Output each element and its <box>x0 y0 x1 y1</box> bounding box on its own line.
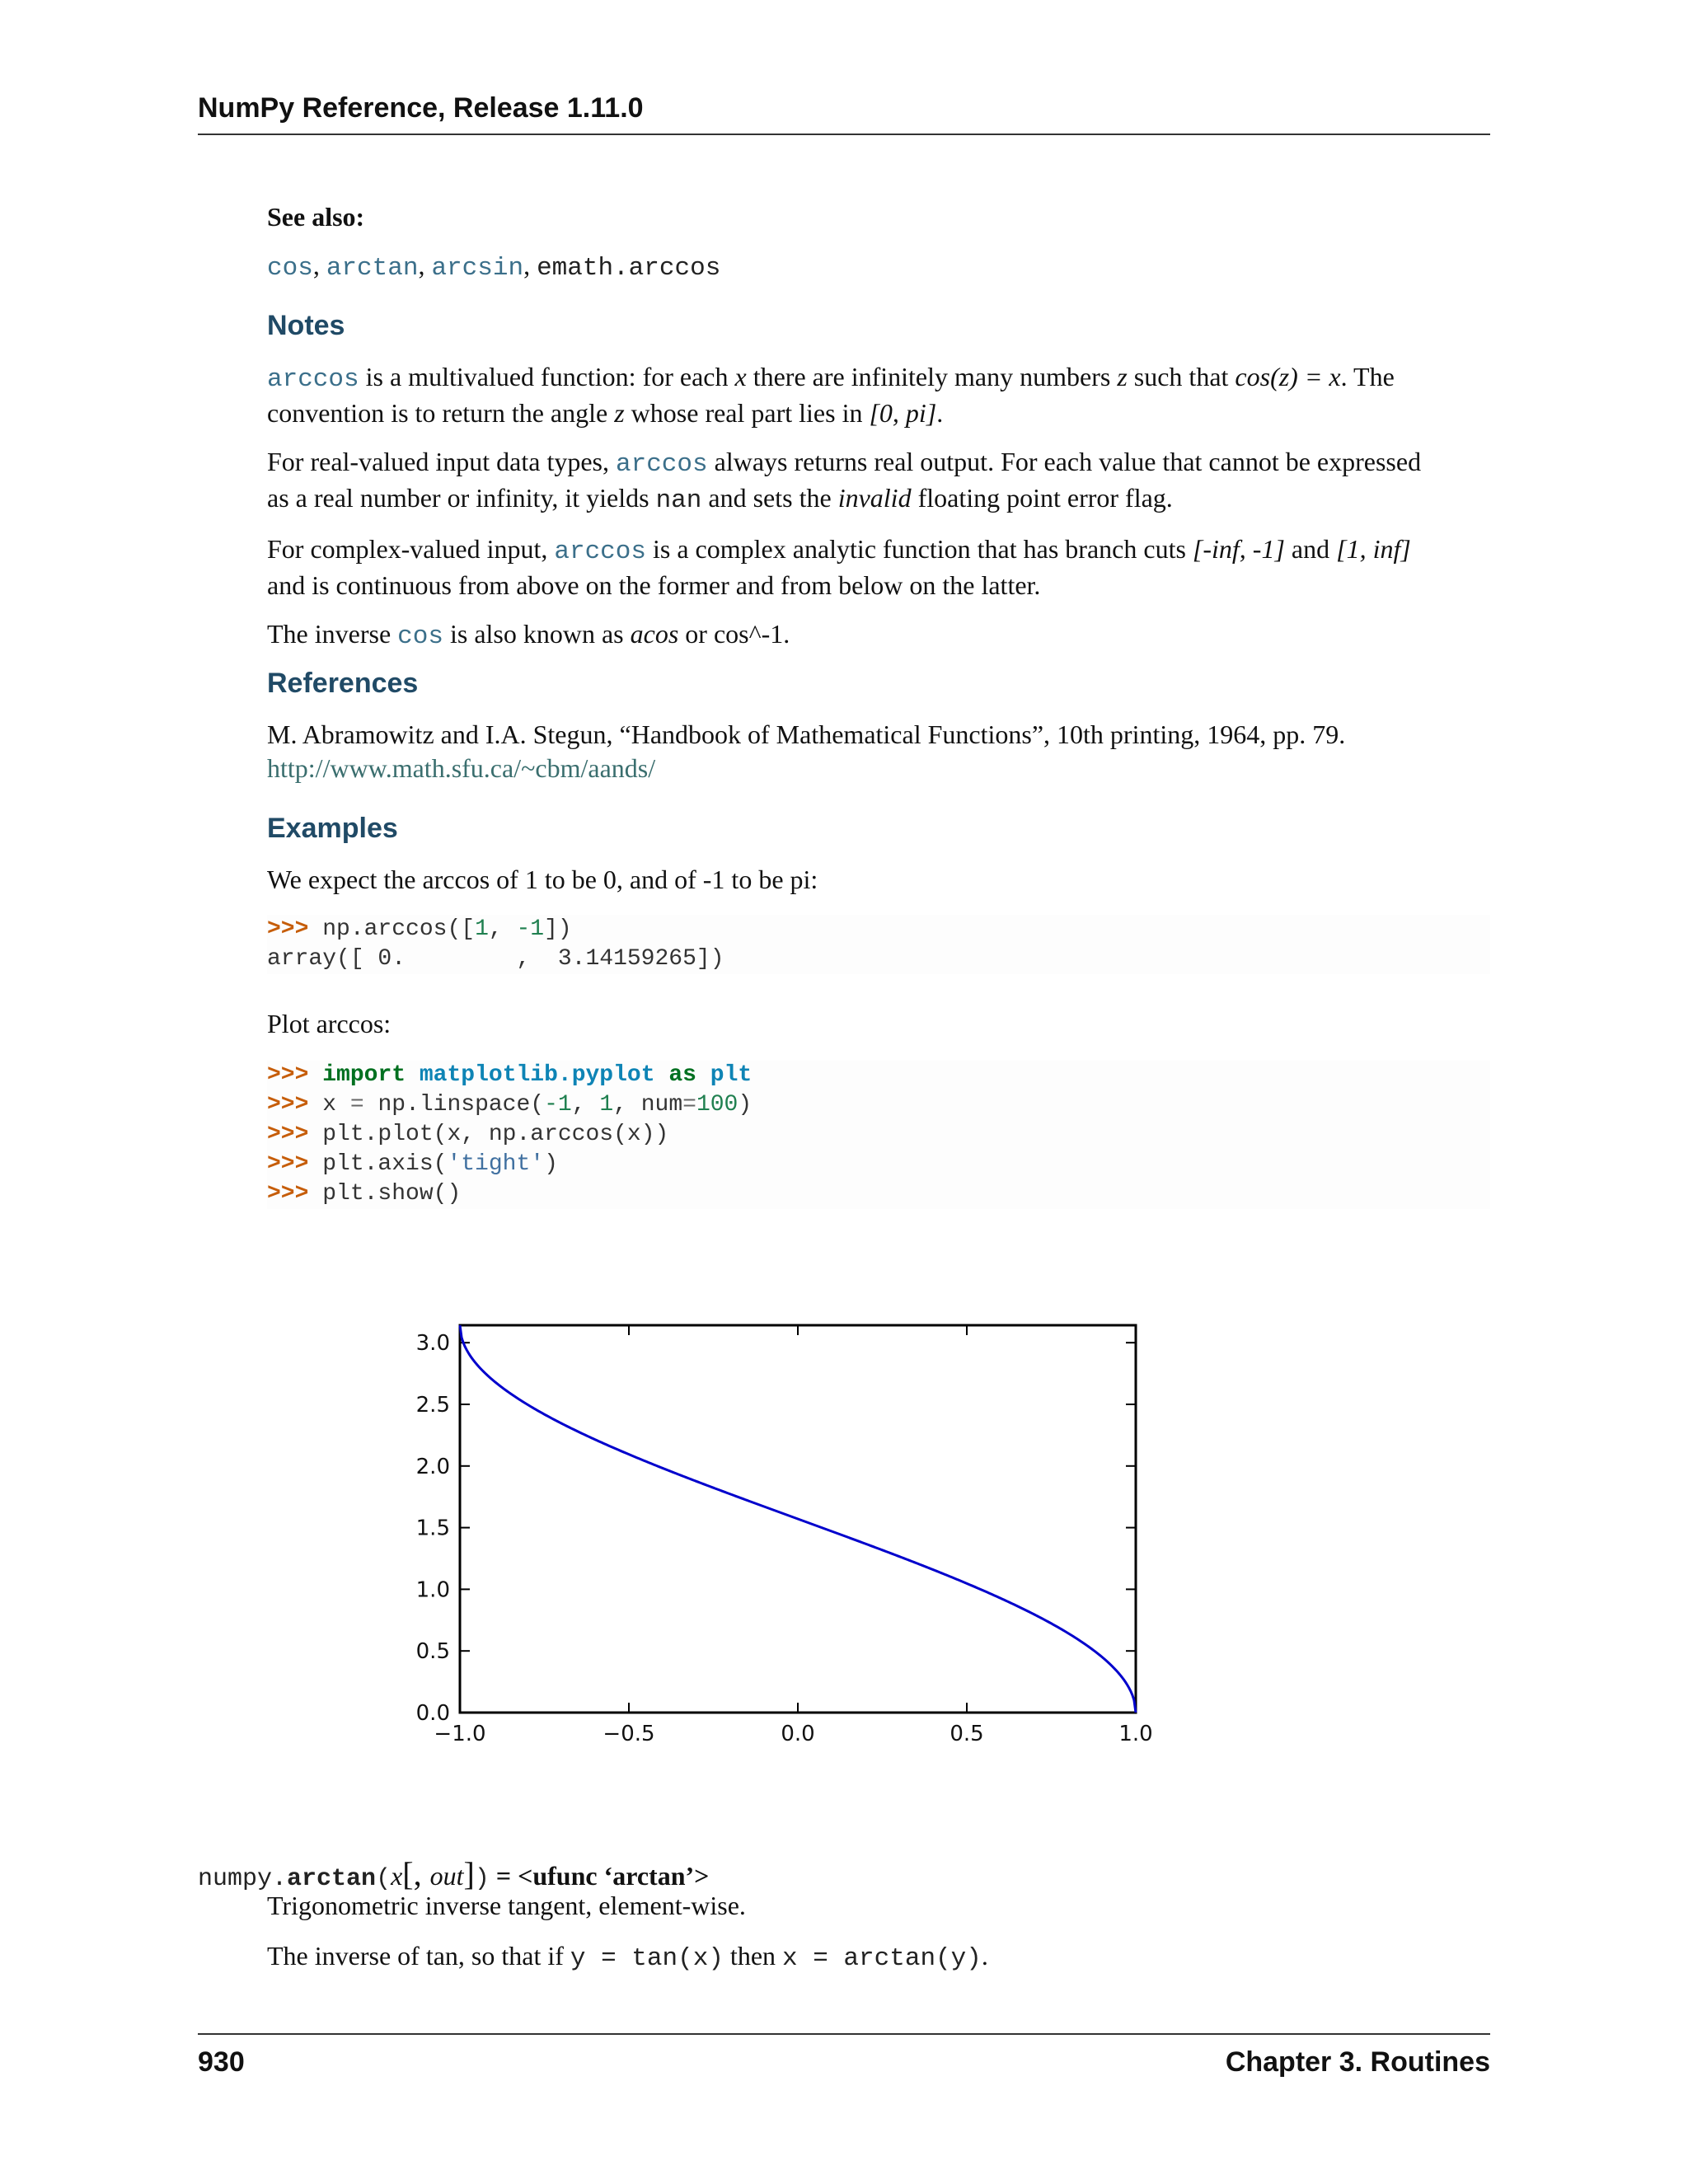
see-also-link-cos[interactable]: cos <box>267 254 313 283</box>
text: or cos^-1. <box>678 619 790 649</box>
text: there are infinitely many numbers <box>746 362 1118 391</box>
arctan-description <box>267 1889 1490 1975</box>
text: convention is to return the angle <box>267 398 615 428</box>
chapter-label: Chapter 3. Routines <box>1225 2046 1490 2078</box>
text: . The <box>1340 362 1395 391</box>
code-text: plt.plot(x, np.arccos(x)) <box>308 1122 669 1147</box>
sig-paren: ) <box>474 1865 490 1893</box>
text: For complex-valued input, <box>267 534 555 564</box>
prompt: >>> <box>267 1092 309 1118</box>
y-tick-label: 0.5 <box>415 1639 450 1665</box>
page-number: 930 <box>198 2046 245 2078</box>
code-keyword: import <box>322 1062 406 1088</box>
code-text: , <box>571 1092 600 1118</box>
notes-heading: Notes <box>267 310 345 341</box>
prompt: >>> <box>267 1122 309 1147</box>
code-number: -1 <box>516 916 545 942</box>
x-tick-label: −0.5 <box>603 1722 655 1746</box>
text: such that <box>1127 362 1236 391</box>
code-text: x <box>308 1092 350 1118</box>
invalid-term: invalid <box>837 483 912 513</box>
code-text: ]) <box>544 916 572 942</box>
code-text: np.arccos([ <box>308 916 476 942</box>
arccos-link[interactable]: arccos <box>615 450 708 479</box>
code-text: ) <box>544 1151 558 1177</box>
text: whose real part lies in <box>624 398 870 428</box>
code-inline: y = tan(x) <box>570 1944 724 1973</box>
code-block-2 <box>267 1061 1490 1209</box>
reference-entry <box>267 718 1490 785</box>
arctan-desc: Trigonometric inverse tangent, element-wise. <box>267 1891 746 1920</box>
references-section <box>267 668 1490 785</box>
code-module: plt <box>710 1062 753 1088</box>
y-tick-label: 0.0 <box>415 1701 450 1726</box>
header-title: NumPy Reference, Release 1.11.0 <box>198 92 644 124</box>
arctan-signature <box>198 1854 1490 1893</box>
examples-intro: We expect the arccos of 1 to be 0, and of -1 to be pi: <box>267 865 818 894</box>
text: The inverse of tan, so that if <box>267 1941 570 1971</box>
arccos-plot <box>387 1302 1179 1764</box>
y-tick-label: 2.5 <box>415 1392 450 1418</box>
text: For real-valued input data types, <box>267 447 616 476</box>
code-text: , <box>488 916 517 942</box>
code-operator: = <box>349 1092 364 1118</box>
page-header <box>198 92 1490 135</box>
sig-param-out: out <box>429 1861 464 1891</box>
sig-bracket: [, <box>402 1855 430 1892</box>
x-tick-label: 1.0 <box>1118 1722 1153 1746</box>
math-z: z <box>1117 362 1128 391</box>
prompt: >>> <box>267 1181 309 1207</box>
code-text: plt.show() <box>308 1181 462 1207</box>
text: . <box>936 398 944 428</box>
examples-section <box>267 813 1490 897</box>
code-number: 100 <box>696 1092 738 1118</box>
acos-term: acos <box>630 619 679 649</box>
code-number: -1 <box>544 1092 572 1118</box>
code-block-1 <box>267 915 1490 974</box>
y-tick-label: 2.0 <box>415 1454 450 1479</box>
notes-paragraph-4 <box>267 617 1490 654</box>
see-also-link-arcsin[interactable]: arcsin <box>431 254 524 283</box>
code-text: , num <box>613 1092 683 1118</box>
math-range: [0, pi] <box>869 398 937 428</box>
see-also-emath-arccos: emath.arccos <box>537 254 721 283</box>
prompt: >>> <box>267 916 309 942</box>
text: is a multivalued function: for each <box>359 362 735 391</box>
see-also-label: See also: <box>267 202 365 232</box>
notes-section <box>267 310 1490 654</box>
reference-url-link[interactable]: http://www.math.sfu.ca/~cbm/aands/ <box>267 753 656 783</box>
text: then <box>723 1941 783 1971</box>
x-tick-label: 0.0 <box>781 1722 815 1746</box>
references-heading: References <box>267 668 419 699</box>
arccos-link[interactable]: arccos <box>267 365 359 394</box>
y-tick-label: 1.0 <box>415 1577 450 1603</box>
branch-cut-2: [1, inf] <box>1336 534 1411 564</box>
notes-paragraph-2 <box>267 445 1490 518</box>
text: always returns real output. For each value that cannot be expressed <box>707 447 1422 476</box>
branch-cut-1: [-inf, -1] <box>1192 534 1285 564</box>
math-eq: cos(z) = x <box>1235 362 1341 391</box>
arctan-inverse-note <box>267 1939 1490 1975</box>
sig-ufunc: = <ufunc ‘arctan’> <box>489 1861 710 1891</box>
code-inline: x = arctan(y) <box>782 1944 982 1973</box>
code-operator: = <box>682 1092 696 1118</box>
code-string: 'tight' <box>447 1151 545 1177</box>
text: floating point error flag. <box>911 483 1173 513</box>
code-text: plt.axis( <box>308 1151 448 1177</box>
x-tick-label: −1.0 <box>434 1722 486 1746</box>
code-number: 1 <box>475 916 489 942</box>
reference-text: M. Abramowitz and I.A. Stegun, “Handbook of Mathematical Functions”, 10th printing, 1964, pp. 79. <box>267 719 1346 749</box>
text: is a complex analytic function that has branch cuts <box>646 534 1193 564</box>
notes-paragraph-1 <box>267 360 1490 430</box>
page-footer <box>198 2033 1490 2084</box>
see-also-list: cos, arctan, arcsin, emath.arccos <box>267 251 721 283</box>
prompt: >>> <box>267 1151 309 1177</box>
arccos-link[interactable]: arccos <box>554 537 646 566</box>
sig-paren: ( <box>376 1865 392 1893</box>
plot-intro <box>267 1007 1490 1041</box>
prompt: >>> <box>267 1062 309 1088</box>
code-output: array([ 0. , 3.14159265]) <box>267 946 724 972</box>
see-also-section <box>267 200 1490 285</box>
text: and <box>1284 534 1337 564</box>
sig-name: arctan <box>287 1865 377 1893</box>
y-tick-label: 3.0 <box>415 1331 450 1357</box>
text: as a real number or infinity, it yields <box>267 483 656 513</box>
x-tick-label: 0.5 <box>950 1722 984 1746</box>
sig-bracket: ] <box>463 1855 475 1892</box>
notes-paragraph-3 <box>267 532 1490 602</box>
text: and is continuous from above on the former and from below on the latter. <box>267 570 1041 600</box>
examples-heading: Examples <box>267 813 398 844</box>
text: is also known as <box>443 619 631 649</box>
code-keyword: as <box>668 1062 696 1088</box>
code-module: matplotlib.pyplot <box>419 1062 655 1088</box>
y-tick-label: 1.5 <box>415 1516 450 1541</box>
text: The inverse <box>267 619 398 649</box>
nan-code: nan <box>655 486 702 515</box>
sig-prefix: numpy. <box>198 1865 288 1893</box>
code-text: ) <box>738 1092 753 1118</box>
code-number: 1 <box>599 1092 614 1118</box>
plot-label: Plot arccos: <box>267 1009 392 1038</box>
math-x: x <box>734 362 747 391</box>
code-text: np.linspace( <box>363 1092 545 1118</box>
text: . <box>981 1941 988 1971</box>
text: and sets the <box>701 483 838 513</box>
see-also-link-arctan[interactable]: arctan <box>326 254 419 283</box>
math-z: z <box>614 398 625 428</box>
cos-link[interactable]: cos <box>397 622 443 651</box>
sig-param-x: x <box>391 1861 403 1891</box>
